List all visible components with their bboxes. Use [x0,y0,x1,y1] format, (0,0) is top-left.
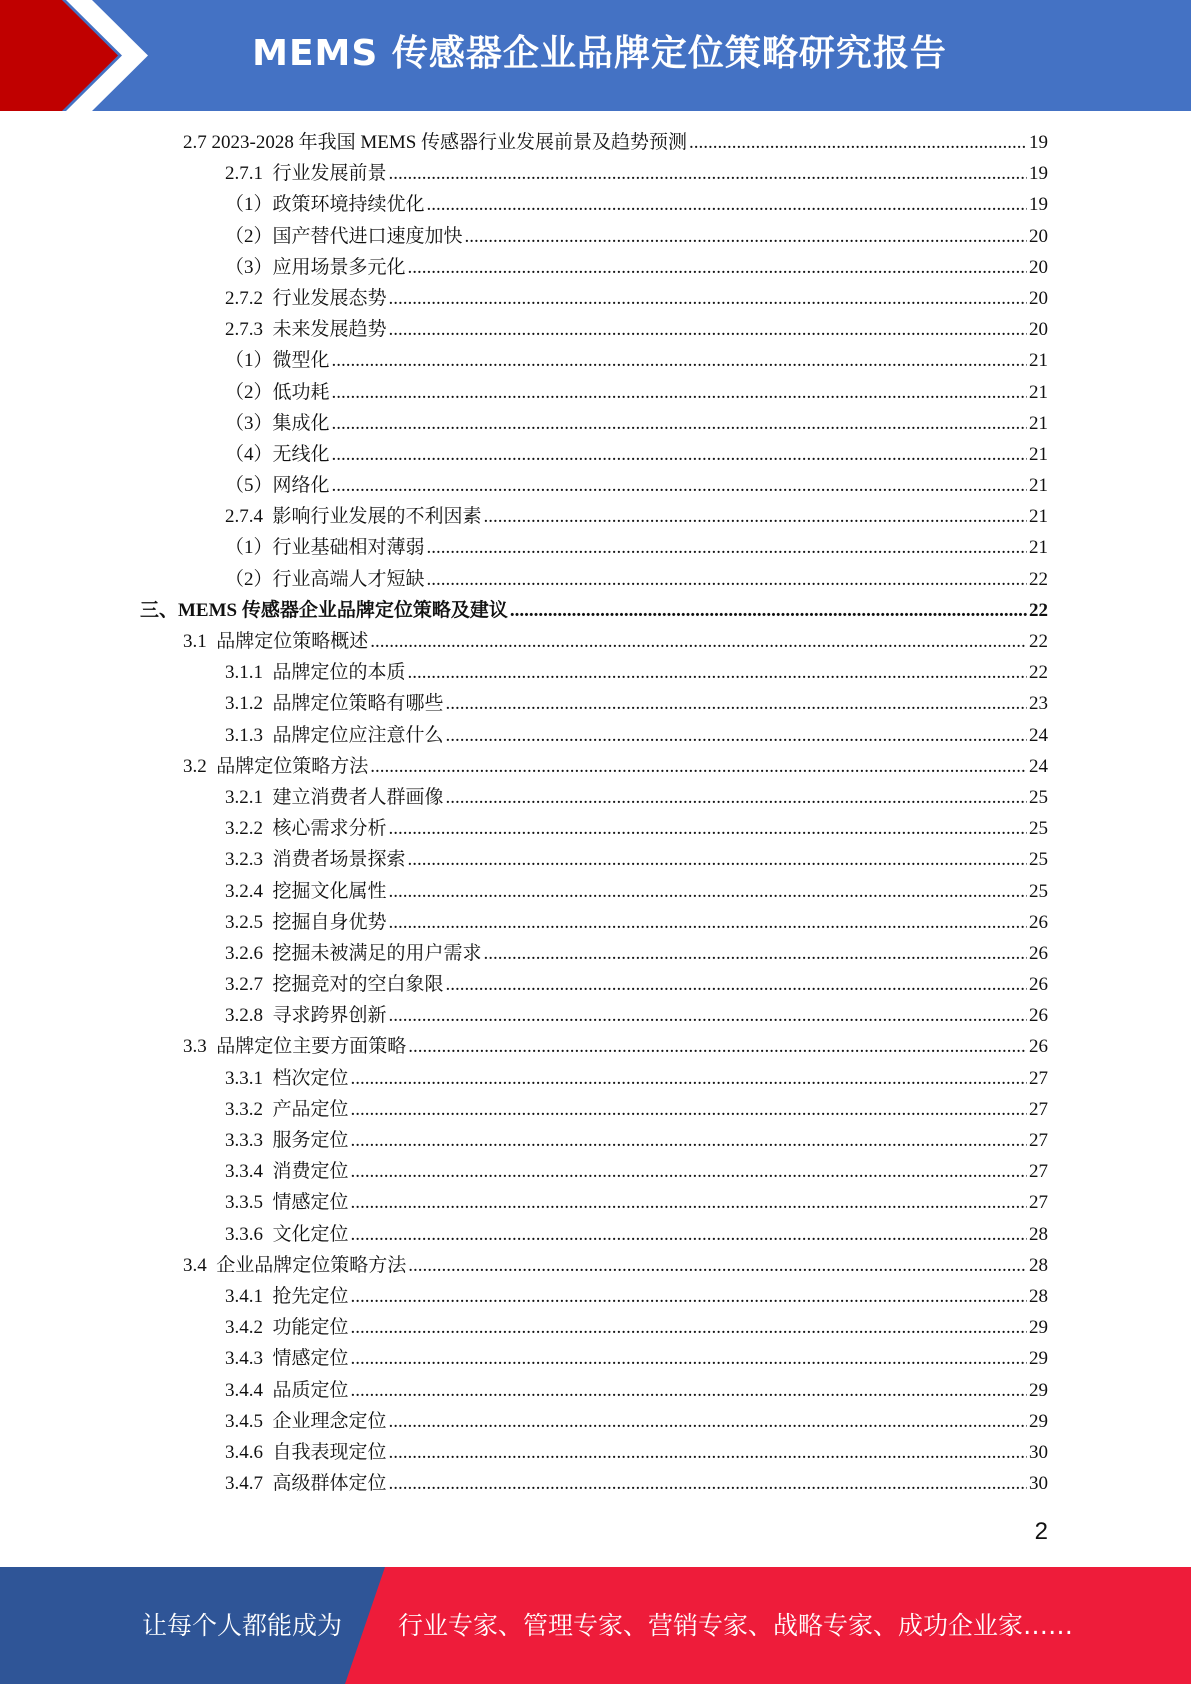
toc-entry-title: 3.2 品牌定位策略方法 [183,755,369,777]
toc-entry-page: 20 [1029,319,1048,341]
toc-entry-title: 3.4.4 品质定位 [225,1379,349,1401]
toc-entry[interactable] [0,907,1191,938]
toc-entry-page: 24 [1029,755,1048,777]
toc-entry-page: 19 [1029,163,1048,185]
toc-dot-leader [389,1406,1027,1437]
toc-entry-page: 29 [1029,1348,1048,1370]
toc-dot-leader [389,1000,1027,1031]
toc-entry[interactable] [0,1063,1191,1094]
toc-entry-page: 27 [1029,1130,1048,1151]
toc-entry[interactable] [0,844,1191,875]
toc-entry-title: 2.7.4 影响行业发展的不利因素 [225,506,482,528]
toc-entry-page: 26 [1029,942,1048,964]
toc-dot-leader [389,876,1027,907]
toc-dot-leader [351,1219,1027,1250]
toc-entry[interactable] [0,1000,1191,1031]
toc-entry-title: 3.4.7 高级群体定位 [225,1473,387,1495]
toc-entry-title: 2.7.1 行业发展前景 [225,163,387,185]
toc-entry-title: 3.1 品牌定位策略概述 [183,631,369,652]
toc-entry[interactable] [0,127,1191,158]
toc-entry[interactable] [0,1406,1191,1437]
toc-dot-leader [351,1312,1027,1343]
toc-entry[interactable] [0,345,1191,376]
toc-dot-leader [351,1063,1027,1094]
toc-entry[interactable] [0,969,1191,1000]
toc-entry-title: 三、MEMS 传感器企业品牌定位策略及建议 [140,599,508,621]
toc-entry[interactable] [0,252,1191,283]
toc-entry[interactable] [0,720,1191,751]
toc-entry[interactable] [0,595,1191,626]
toc-entry-title: （3）应用场景多元化 [225,256,406,278]
toc-entry-title: 3.2.3 消费者场景探索 [225,849,406,871]
toc-entry-title: 3.2.1 建立消费者人群画像 [225,786,444,808]
toc-entry-title: 3.3.1 档次定位 [225,1067,349,1089]
toc-dot-leader [427,564,1027,595]
toc-dot-leader [408,844,1027,875]
toc-entry-page: 19 [1029,194,1048,216]
toc-entry[interactable] [0,532,1191,563]
toc-entry-title: 3.4.2 功能定位 [225,1317,349,1339]
toc-dot-leader [370,626,1027,657]
toc-entry-page: 21 [1029,506,1048,528]
toc-entry-page: 30 [1029,1441,1048,1463]
toc-entry-page: 22 [1029,662,1048,684]
toc-dot-leader [351,1187,1027,1218]
toc-entry-page: 21 [1029,443,1048,465]
toc-entry-page: 29 [1029,1410,1048,1432]
toc-dot-leader [446,969,1027,1000]
toc-entry[interactable] [0,1219,1191,1250]
toc-entry-page: 30 [1029,1473,1048,1495]
toc-entry-title: （2）国产替代进口速度加快 [225,225,463,247]
toc-dot-leader [484,501,1027,532]
toc-dot-leader [510,595,1027,626]
toc-entry[interactable] [0,439,1191,470]
toc-entry-title: （1）微型化 [225,350,330,372]
toc-entry[interactable] [0,1312,1191,1343]
toc-entry-title: 3.4.1 抢先定位 [225,1285,349,1307]
toc-entry-page: 29 [1029,1379,1048,1401]
page-footer [0,1567,1191,1684]
toc-dot-leader [389,283,1027,314]
toc-entry[interactable] [0,1125,1191,1156]
toc-dot-leader [427,189,1027,220]
toc-entry[interactable] [0,189,1191,220]
toc-entry[interactable] [0,377,1191,408]
toc-entry[interactable] [0,813,1191,844]
page-number: 2 [1034,1518,1048,1545]
toc-dot-leader [446,782,1027,813]
toc-entry-title: 3.2.7 挖掘竞对的空白象限 [225,974,444,996]
toc-entry[interactable] [0,314,1191,345]
page-header [0,0,1191,111]
toc-entry-title: 3.1.1 品牌定位的本质 [225,662,406,684]
toc-entry[interactable] [0,1094,1191,1125]
toc-entry-page: 28 [1029,1254,1048,1276]
toc-entry[interactable] [0,626,1191,657]
toc-dot-leader [351,1094,1027,1125]
toc-dot-leader [332,470,1027,501]
toc-entry-title: 3.2.2 核心需求分析 [225,818,387,840]
toc-entry-title: 3.3.5 情感定位 [225,1192,349,1214]
toc-entry-title: （2）低功耗 [225,381,330,403]
toc-entry-page: 22 [1029,568,1048,590]
toc-entry-page: 27 [1029,1161,1048,1183]
toc-dot-leader [446,720,1027,751]
toc-entry-title: 2.7 2023-2028 年我国 MEMS 传感器行业发展前景及趋势预测 [183,132,688,153]
toc-dot-leader [408,657,1027,688]
toc-entry-page: 26 [1029,974,1048,996]
toc-entry-title: 3.4.5 企业理念定位 [225,1410,387,1432]
toc-entry-title: 2.7.2 行业发展态势 [225,287,387,309]
toc-entry[interactable] [0,688,1191,719]
toc-entry-page: 26 [1029,1005,1048,1027]
toc-entry-title: 3.3.6 文化定位 [225,1223,349,1245]
toc-dot-leader [389,1468,1027,1499]
toc-dot-leader [351,1375,1027,1406]
toc-entry-title: 3.2.5 挖掘自身优势 [225,911,387,933]
toc-entry[interactable] [0,657,1191,688]
toc-dot-leader [332,377,1027,408]
toc-entry-title: （4）无线化 [225,443,330,465]
toc-entry-page: 25 [1029,880,1048,902]
footer-slogan-left: 让每个人都能成为 [142,1611,343,1640]
toc-dot-leader [689,127,1027,158]
toc-entry-page: 19 [1029,132,1048,153]
toc-entry-title: 3.2.6 挖掘未被满足的用户需求 [225,942,482,964]
toc-entry[interactable] [0,876,1191,907]
toc-dot-leader [351,1125,1027,1156]
toc-entry-title: 3.3 品牌定位主要方面策略 [183,1036,407,1058]
toc-entry-title: 2.7.3 未来发展趋势 [225,319,387,341]
toc-entry-page: 24 [1029,724,1048,746]
toc-entry[interactable] [0,938,1191,969]
toc-entry-title: （1）行业基础相对薄弱 [225,537,425,559]
toc-dot-leader [370,751,1027,782]
toc-entry[interactable] [0,470,1191,501]
toc-dot-leader [389,813,1027,844]
toc-dot-leader [389,907,1027,938]
toc-entry-page: 28 [1029,1285,1048,1307]
toc-entry-page: 25 [1029,818,1048,840]
toc-entry[interactable] [0,1187,1191,1218]
toc-entry-page: 27 [1029,1192,1048,1214]
toc-entry[interactable] [0,1250,1191,1281]
toc-entry-title: 3.4.6 自我表现定位 [225,1441,387,1463]
toc-entry[interactable] [0,501,1191,532]
toc-entry-page: 23 [1029,693,1048,715]
toc-entry-title: 3.1.2 品牌定位策略有哪些 [225,693,444,715]
toc-entry-title: 3.2.8 寻求跨界创新 [225,1005,387,1027]
toc-entry-title: 3.4 企业品牌定位策略方法 [183,1254,407,1276]
toc-entry[interactable] [0,1031,1191,1062]
toc-entry[interactable] [0,1281,1191,1312]
toc-entry-page: 26 [1029,1036,1048,1058]
toc-entry-page: 21 [1029,537,1048,559]
report-title: MEMS 传感器企业品牌定位策略研究报告 [252,33,947,74]
toc-entry-title: （1）政策环境持续优化 [225,194,425,216]
toc-entry[interactable] [0,1375,1191,1406]
toc-entry-page: 21 [1029,350,1048,372]
toc-entry-title: 3.3.4 消费定位 [225,1161,349,1183]
toc-dot-leader [427,532,1027,563]
toc-entry-page: 22 [1029,599,1048,621]
toc-entry[interactable] [0,283,1191,314]
toc-dot-leader [484,938,1027,969]
toc-dot-leader [332,439,1027,470]
toc-dot-leader [389,1437,1027,1468]
toc-entry-page: 21 [1029,412,1048,434]
toc-dot-leader [332,408,1027,439]
toc-dot-leader [408,252,1027,283]
toc-dot-leader [332,345,1027,376]
footer-slogan-right: 行业专家、管理专家、营销专家、战略专家、成功企业家…… [398,1611,1074,1640]
toc-entry-page: 25 [1029,849,1048,871]
toc-entry[interactable] [0,221,1191,252]
toc-dot-leader [408,1031,1027,1062]
toc-entry-title: 3.2.4 挖掘文化属性 [225,880,387,902]
toc-entry[interactable] [0,1343,1191,1374]
toc-entry-page: 29 [1029,1317,1048,1339]
toc-entry-title: 3.3.2 产品定位 [225,1098,349,1120]
toc-dot-leader [465,221,1027,252]
toc-entry-page: 26 [1029,911,1048,933]
toc-entry-page: 27 [1029,1067,1048,1089]
toc-entry-page: 21 [1029,381,1048,403]
toc-entry-page: 20 [1029,287,1048,309]
toc-dot-leader [446,688,1027,719]
toc-entry[interactable] [0,1156,1191,1187]
toc-entry-title: （3）集成化 [225,412,330,434]
toc-entry-page: 25 [1029,786,1048,808]
toc-entry[interactable] [0,1437,1191,1468]
toc-dot-leader [351,1281,1027,1312]
toc-dot-leader [389,314,1027,345]
toc-dot-leader [351,1156,1027,1187]
toc-dot-leader [408,1250,1027,1281]
toc-entry-title: （5）网络化 [225,475,330,497]
toc-entry[interactable] [0,158,1191,189]
toc-entry-page: 20 [1029,256,1048,278]
toc-entry-page: 28 [1029,1223,1048,1245]
toc-entry-title: 3.4.3 情感定位 [225,1348,349,1370]
toc-entry-title: 3.1.3 品牌定位应注意什么 [225,724,444,746]
toc-entry-page: 20 [1029,225,1048,247]
toc-entry[interactable] [0,408,1191,439]
table-of-contents [0,127,1191,1499]
toc-dot-leader [351,1343,1027,1374]
toc-entry[interactable] [0,751,1191,782]
toc-entry-page: 22 [1029,631,1048,652]
toc-entry-title: 3.3.3 服务定位 [225,1130,349,1151]
toc-entry[interactable] [0,1468,1191,1499]
toc-entry-page: 21 [1029,475,1048,497]
toc-entry[interactable] [0,564,1191,595]
toc-entry-title: （2）行业高端人才短缺 [225,568,425,590]
toc-dot-leader [389,158,1027,189]
toc-entry[interactable] [0,782,1191,813]
toc-entry-page: 27 [1029,1098,1048,1120]
